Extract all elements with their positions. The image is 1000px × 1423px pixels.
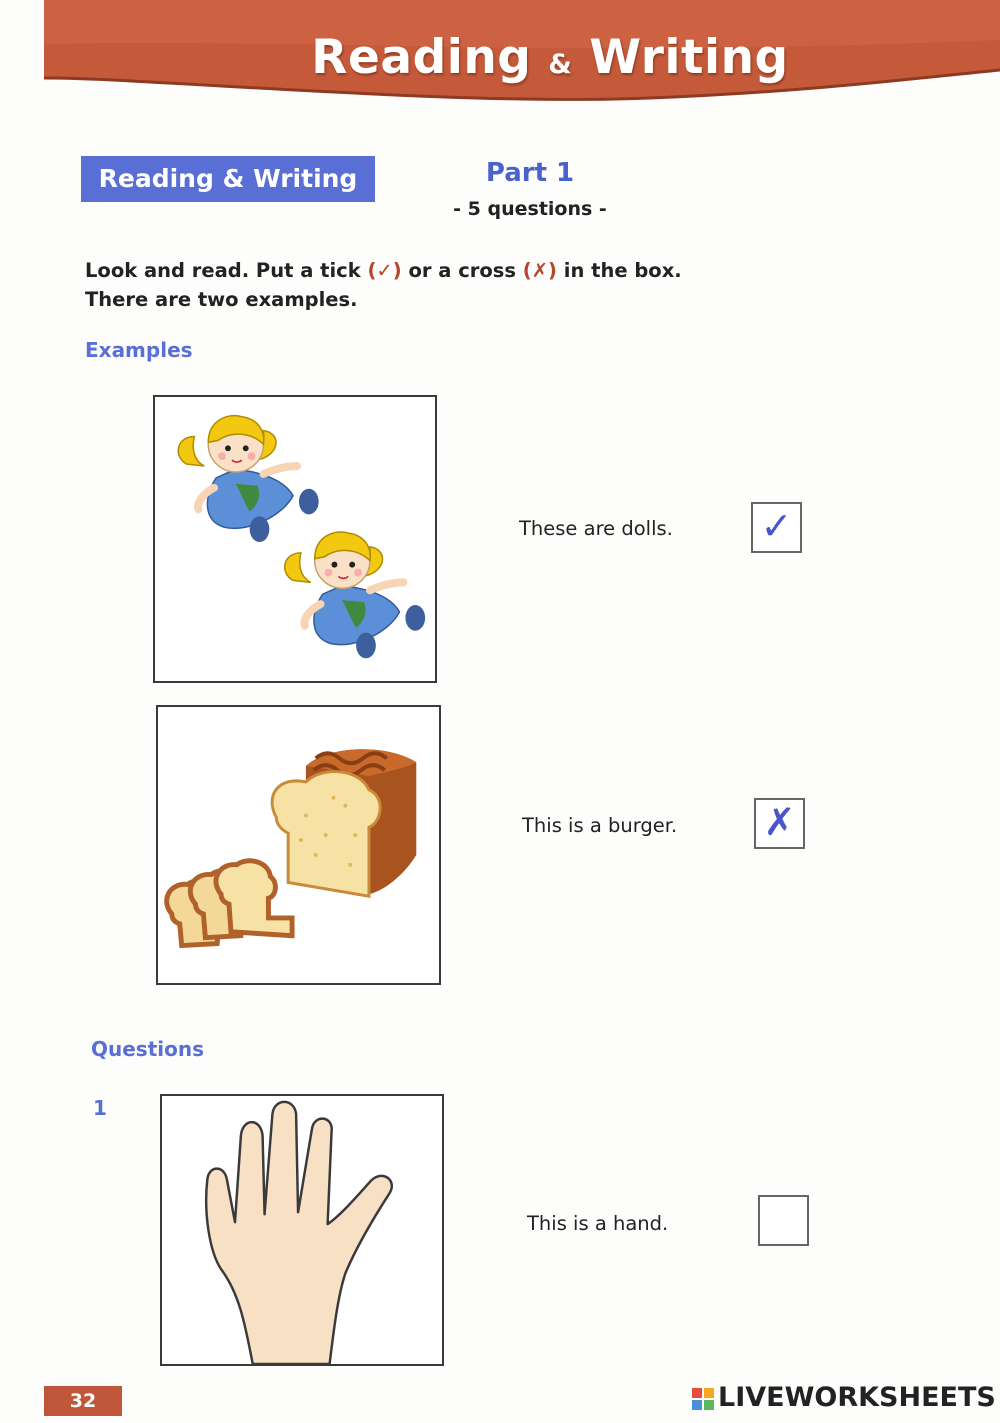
bread-illustration: [158, 707, 439, 983]
part-subtitle: - 5 questions -: [453, 198, 607, 220]
doll-1: [178, 416, 318, 542]
part-title: Part 1: [485, 158, 575, 188]
instruction-text: in the box.: [563, 259, 682, 282]
cross-symbol: (✗): [522, 259, 557, 282]
questions-heading: Questions: [91, 1037, 205, 1061]
liveworksheets-logo: [692, 1380, 996, 1416]
section-label: Reading & Writing: [81, 156, 375, 202]
logo-text: LIVEWORKSHEETS: [718, 1382, 996, 1413]
bread-slices: [167, 861, 292, 946]
instruction-text: Look and read. Put a tick: [85, 259, 361, 282]
bread-loaf: [272, 749, 416, 896]
instruction-text: There are two examples.: [85, 288, 358, 311]
page-number: 32: [44, 1386, 122, 1416]
question-1-sentence: This is a hand.: [527, 1212, 669, 1235]
picture-dolls: [153, 395, 437, 683]
example-2-sentence: This is a burger.: [522, 814, 678, 837]
picture-hand: [160, 1094, 444, 1366]
instruction-text: or a cross: [408, 259, 516, 282]
tick-symbol: (✓): [367, 259, 402, 282]
picture-bread: [156, 705, 441, 985]
question-1-answer-box[interactable]: [758, 1195, 809, 1246]
instructions: [85, 256, 785, 314]
doll-2: [285, 532, 425, 658]
examples-heading: Examples: [85, 338, 193, 362]
example-1-sentence: These are dolls.: [519, 517, 673, 540]
question-1-number: 1: [93, 1096, 107, 1120]
dolls-illustration: [155, 397, 435, 681]
example-2-answer-box: ✗: [754, 798, 805, 849]
hand-illustration: [162, 1096, 442, 1364]
example-1-answer-box: ✓: [751, 502, 802, 553]
banner-title: Reading & Writing: [311, 30, 789, 85]
